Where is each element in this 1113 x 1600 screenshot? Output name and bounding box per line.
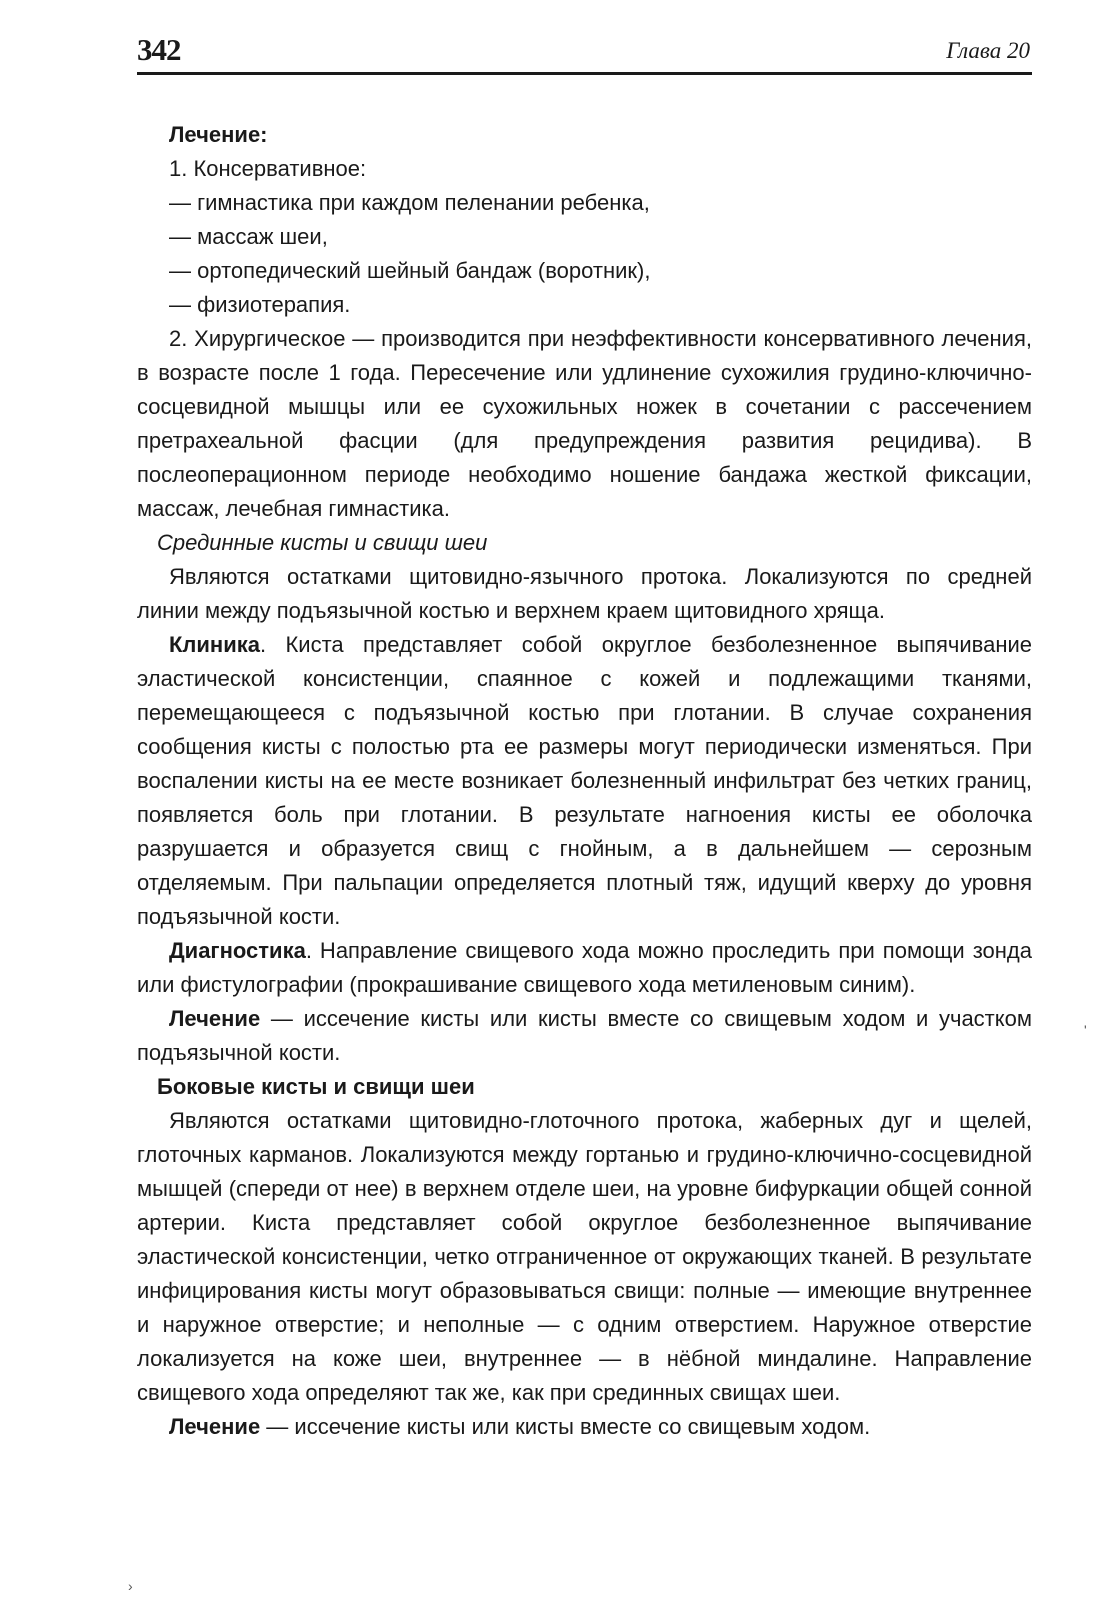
page-body (137, 118, 1032, 1444)
clinic-term: Клиника (169, 632, 260, 657)
clinic-paragraph (137, 628, 1032, 934)
lateral-treatment-paragraph (137, 1410, 1032, 1444)
book-page (137, 28, 1032, 1444)
treatment-term: Лечение (169, 1414, 261, 1439)
diagnostics-text: . Направление свищевого хода можно проследить при помощи зонда или фистулографии (прокрашивание свищевого хода метиленовым синим). (137, 938, 1032, 997)
median-intro-paragraph: Являются остатками щитовидно-язычного протока. Локализуются по средней линии между подъязычной костью и верхнем краем щитовидного хряща. (137, 564, 1032, 623)
diagnostics-term: Диагностика (169, 938, 306, 963)
scan-mark: ʹ (1084, 1022, 1087, 1038)
conservative-label: 1. Консервативное: (169, 156, 367, 181)
lateral-section-title: Боковые кисты и свищи шеи (157, 1074, 475, 1099)
conservative-item: — ортопедический шейный бандаж (воротник), (169, 258, 651, 283)
running-header (137, 28, 1032, 75)
median-section-title: Срединные кисты и свищи шеи (157, 530, 488, 555)
conservative-item: — гимнастика при каждом пеленании ребенка, (169, 190, 650, 215)
surgical-paragraph: 2. Хирургическое — производится при неэффективности консервативного лечения, в возрасте после 1 года. Пересечение или удлинение сухожилия грудино-ключично-сосцевидной мышцы или ее сухожильных ножек в сочетании с рассечением претрахеальной фасции (для предупреждения развития рецидива). В послеоперационном периоде необходимо ношение бандажа жесткой фиксации, массаж, лечебная гимнастика. (137, 326, 1032, 521)
clinic-text: . Киста представляет собой округлое безболезненное выпячивание эластической консистенции, спаянное с кожей и подлежащими тканями, перемещающееся с подъязычной костью при глотании. В случае сохранения сообщения кисты с полостью рта ее размеры могут периодически изменяться. При воспалении кисты на ее месте возникает болезненный инфильтрат без четких границ, появляется боль при глотании. В результате нагноения кисты ее оболочка разрушается и образуется свищ с гнойным, а в дальнейшем — серозным отделяемым. При пальпации определяется плотный тяж, идущий кверху до уровня подъязычной кости. (137, 632, 1032, 929)
page-number: 342 (137, 32, 181, 67)
treatment-term: Лечение (169, 1006, 261, 1031)
treatment-text: — иссечение кисты или кисты вместе со свищевым ходом. (260, 1414, 871, 1439)
median-treatment-paragraph (137, 1002, 1032, 1070)
conservative-item: — массаж шеи, (169, 224, 328, 249)
chapter-title: Глава 20 (946, 38, 1030, 63)
scan-mark: › (128, 1578, 133, 1594)
treatment-heading: Лечение: (169, 122, 268, 147)
lateral-intro-paragraph: Являются остатками щитовидно-глоточного протока, жаберных дуг и щелей, глоточных карманов. Локализуются между гортанью и грудино-ключично-сосцевидной мышцей (спереди от нее) в верхнем отделе шеи, на уровне бифуркации общей сонной артерии. Киста представляет собой округлое безболезненное выпячивание эластической консистенции, четко отграниченное от окружающих тканей. В результате инфицирования кисты могут образовываться свищи: полные — имеющие внутреннее и наружное отверстие; и неполные — с одним отверстием. Наружное отверстие локализуется на коже шеи, внутреннее — в нёбной миндалине. Направление свищевого хода определяют так же, как при срединных свищах шеи. (137, 1108, 1032, 1405)
conservative-item: — физиотерапия. (169, 292, 351, 317)
diagnostics-paragraph (137, 934, 1032, 1002)
treatment-text: — иссечение кисты или кисты вместе со свищевым ходом и участком подъязычной кости. (137, 1006, 1032, 1065)
